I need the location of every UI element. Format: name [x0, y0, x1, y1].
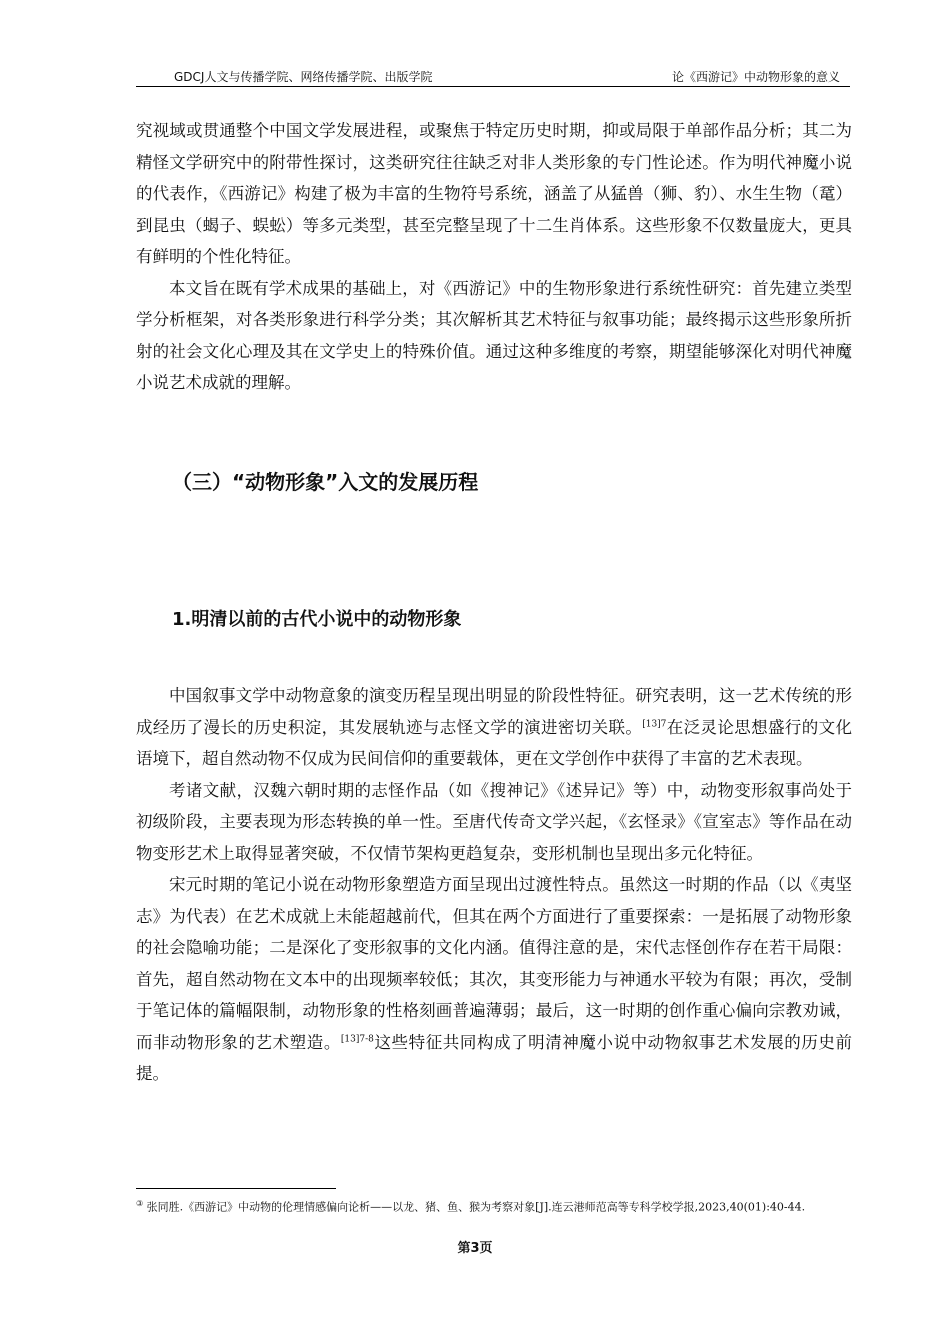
intro-paragraph-2: 本文旨在既有学术成果的基础上，对《西游记》中的生物形象进行系统性研究：首先建立类型学分析框架，对各类形象进行科学分类；其次解析其艺术特征与叙事功能；最终揭示这些形象所折射的社会文化心理及其在文学史上的特殊价值。通过这种多维度的考察，期望能够深化对明代神魔小说艺术成就的理解。	[136, 278, 852, 392]
body-paragraph-1-b: 在泛灵论思想盛行的文化语境下，超自然动物不仅成为民间信仰的重要载体，更在文学创作中获得了丰富的艺术表现。	[136, 717, 853, 768]
citation: [13]7	[642, 719, 667, 729]
page-number: 第3页	[457, 1241, 493, 1256]
body-paragraph-3-b: 这些特征共同构成了明清神魔小说中动物叙事艺术发展的历史前提。	[136, 1032, 853, 1083]
intro-text	[136, 115, 852, 399]
body-paragraph-1	[136, 680, 852, 775]
footnote	[136, 1195, 852, 1217]
body-paragraph-1-a: 中国叙事文学中动物意象的演变历程呈现出明显的阶段性特征。研究表明，这一艺术传统的形成经历了漫长的历史积淀，其发展轨迹与志怪文学的演进密切关联。	[136, 686, 852, 737]
footnote-divider	[136, 1188, 336, 1189]
header-right: 论《西游记》中动物形象的意义	[671, 70, 840, 84]
body-paragraph-3	[136, 869, 852, 1090]
footnote-mark: ③	[136, 1199, 144, 1208]
running-header	[136, 68, 850, 87]
subsection-heading: 1.明清以前的古代小说中的动物形象	[172, 609, 462, 630]
section-heading: （三）“动物形象”入文的发展历程	[172, 470, 479, 494]
body-paragraph-2: 考诸文献，汉魏六朝时期的志怪作品（如《搜神记》《述异记》等）中，动物变形叙事尚处于初级阶段，主要表现为形态转换的单一性。至唐代传奇文学兴起，《玄怪录》《宣室志》等作品在动物变形艺术上取得显著突破，不仅情节架构更趋复杂，变形机制也呈现出多元化特征。	[136, 780, 852, 863]
main-text	[136, 680, 852, 1090]
intro-paragraph-1: 究视域或贯通整个中国文学发展进程，或聚焦于特定历史时期，抑或局限于单部作品分析；其二为精怪文学研究中的附带性探讨，这类研究往往缺乏对非人类形象的专门性论述。作为明代神魔小说的代表作，《西游记》构建了极为丰富的生物符号系统，涵盖了从猛兽（狮、豹）、水生生物（鼋）到昆虫（蝎子、蜈蚣）等多元类型，甚至完整呈现了十二生肖体系。这些形象不仅数量庞大，更具有鲜明的个性化特征。	[136, 121, 852, 266]
footnote-text: 张同胜.《西游记》中动物的伦理情感偏向论析——以龙、猪、鱼、猴为考察对象[J].连云港师范高等专科学校学报,2023,40(01):40-44.	[146, 1200, 806, 1214]
header-left: GDCJ人文与传播学院、网络传播学院、出版学院	[174, 70, 433, 84]
body-paragraph-3-a: 宋元时期的笔记小说在动物形象塑造方面呈现出过渡性特点。虽然这一时期的作品（以《夷坚志》为代表）在艺术成就上未能超越前代，但其在两个方面进行了重要探索：一是拓展了动物形象的社会隐喻功能；二是深化了变形叙事的文化内涵。值得注意的是，宋代志怪创作存在若干局限：首先，超自然动物在文本中的出现频率较低；其次，其变形能力与神通水平较为有限；再次，受制于笔记体的篇幅限制，动物形象的性格刻画普遍薄弱；最后，这一时期的创作重心偏向宗教劝诫，而非动物形象的艺术塑造。	[136, 875, 852, 1052]
citation: [13]7-8	[340, 1034, 374, 1044]
